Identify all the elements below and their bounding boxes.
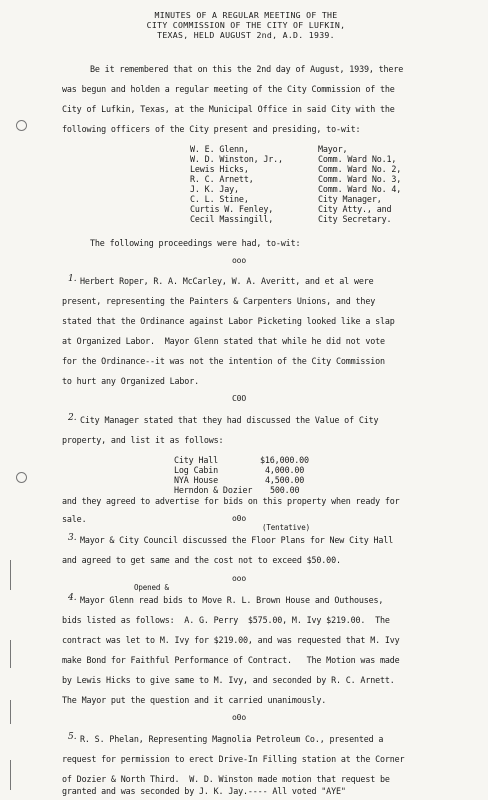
separator: o0o <box>232 514 246 523</box>
item2-line-3: and they agreed to advertise for bids on this property when ready for <box>62 496 400 506</box>
officer-title: City Atty., and <box>318 204 392 214</box>
item-number: 5. <box>68 732 77 742</box>
item1-line-3: stated that the Ordinance against Labor Picketing looked like a slap <box>62 316 395 326</box>
property-name: Log Cabin <box>174 465 219 475</box>
officer-name: W. E. Glenn, <box>190 144 249 154</box>
separator: ooo <box>232 574 246 583</box>
officer-name: Lewis Hicks, <box>190 164 249 174</box>
proceedings-line: The following proceedings were had, to-wit: <box>90 238 301 248</box>
separator: ooo <box>232 256 246 265</box>
officer-title: Comm. Ward No. 4, <box>318 184 402 194</box>
officer-name: Curtis W. Fenley, <box>190 204 274 214</box>
item3-line-1: Mayor & City Council discussed the Floor Plans for New City Hall <box>80 535 394 545</box>
item-number: 3. <box>68 533 77 543</box>
handwritten-insert: Opened & <box>134 583 169 592</box>
officer-title: City Manager, <box>318 194 382 204</box>
handwritten-insert: (Tentative) <box>262 523 311 532</box>
item1-line-4: at Organized Labor. Mayor Glenn stated that while he did not vote <box>62 336 385 346</box>
officer-title: Comm. Ward No. 2, <box>318 164 402 174</box>
margin-line <box>10 640 11 668</box>
property-name: City Hall <box>174 455 219 465</box>
item-number: 2. <box>68 413 77 423</box>
intro-line-1: Be it remembered that on this the 2nd day of August, 1939, there <box>90 64 404 74</box>
property-name: NYA House <box>174 475 219 485</box>
intro-line-3: City of Lufkin, Texas, at the Municipal Office in said City with the <box>62 104 395 114</box>
item5-line-4: granted and was seconded by J. K. Jay.---- All voted "AYE" <box>62 786 346 796</box>
item4-line-1: Mayor Glenn read bids to Move R. L. Brown House and Outhouses, <box>80 595 384 605</box>
officer-name: Cecil Massingill, <box>190 214 274 224</box>
margin-line <box>10 760 11 790</box>
intro-line-2: was begun and holden a regular meeting of the City Commission of the <box>62 84 395 94</box>
officer-name: C. L. Stine, <box>190 194 249 204</box>
item4-line-3: contract was let to M. Ivy for $219.00, and was requested that M. Ivy <box>62 635 400 645</box>
item3-line-2: and agreed to get same and the cost not to exceed $50.00. <box>62 555 341 565</box>
item5-line-2: request for permission to erect Drive-In Filling station at the Corner <box>62 754 405 764</box>
item2-line-2: property, and list it as follows: <box>62 435 224 445</box>
intro-line-4: following officers of the City present and presiding, to-wit: <box>62 124 361 134</box>
item4-line-6: The Mayor put the question and it carried unanimously. <box>62 695 327 705</box>
property-value: 4,500.00 <box>265 475 305 485</box>
officer-name: J. K. Jay, <box>190 184 239 194</box>
punch-hole <box>16 472 27 483</box>
item2-line-4: sale. <box>62 514 87 524</box>
property-name: Herndon & Dozier <box>174 485 253 495</box>
item5-line-1: R. S. Phelan, Representing Magnolia Petroleum Co., presented a <box>80 734 384 744</box>
punch-hole <box>16 120 27 131</box>
item-number: 1. <box>68 274 77 284</box>
property-value: 4,000.00 <box>265 465 305 475</box>
item4-line-2: bids listed as follows: A. G. Perry $575.00, M. Ivy $219.00. The <box>62 615 390 625</box>
title-line-1: MINUTES OF A REGULAR MEETING OF THE <box>154 10 338 20</box>
item2-line-1: City Manager stated that they had discussed the Value of City <box>80 415 379 425</box>
officer-name: W. D. Winston, Jr., <box>190 154 283 164</box>
title-line-2: CITY COMMISSION OF THE CITY OF LUFKIN, <box>146 20 346 30</box>
separator: C0O <box>232 394 246 403</box>
item4-line-4: make Bond for Faithful Performance of Contract. The Motion was made <box>62 655 400 665</box>
separator: o0o <box>232 713 246 722</box>
title-line-3: TEXAS, HELD AUGUST 2nd, A.D. 1939. <box>157 30 335 40</box>
margin-line <box>10 700 11 724</box>
item5-line-3: of Dozier & North Third. W. D. Winston made motion that request be <box>62 774 390 784</box>
officer-name: R. C. Arnett, <box>190 174 254 184</box>
officer-title: City Secretary. <box>318 214 392 224</box>
officer-title: Comm. Ward No. 3, <box>318 174 402 184</box>
item1-line-1: Herbert Roper, R. A. McCarley, W. A. Averitt, and et al were <box>80 276 374 286</box>
item1-line-6: to hurt any Organized Labor. <box>62 376 199 386</box>
item-number: 4. <box>68 593 77 603</box>
item4-line-5: by Lewis Hicks to give same to M. Ivy, and seconded by R. C. Arnett. <box>62 675 395 685</box>
officer-title: Mayor, <box>318 144 348 154</box>
item1-line-2: present, representing the Painters & Carpenters Unions, and they <box>62 296 376 306</box>
property-value: 500.00 <box>270 485 300 495</box>
margin-line <box>10 560 11 590</box>
item1-line-5: for the Ordinance--it was not the intention of the City Commission <box>62 356 385 366</box>
property-value: $16,000.00 <box>260 455 309 465</box>
officer-title: Comm. Ward No.1, <box>318 154 397 164</box>
